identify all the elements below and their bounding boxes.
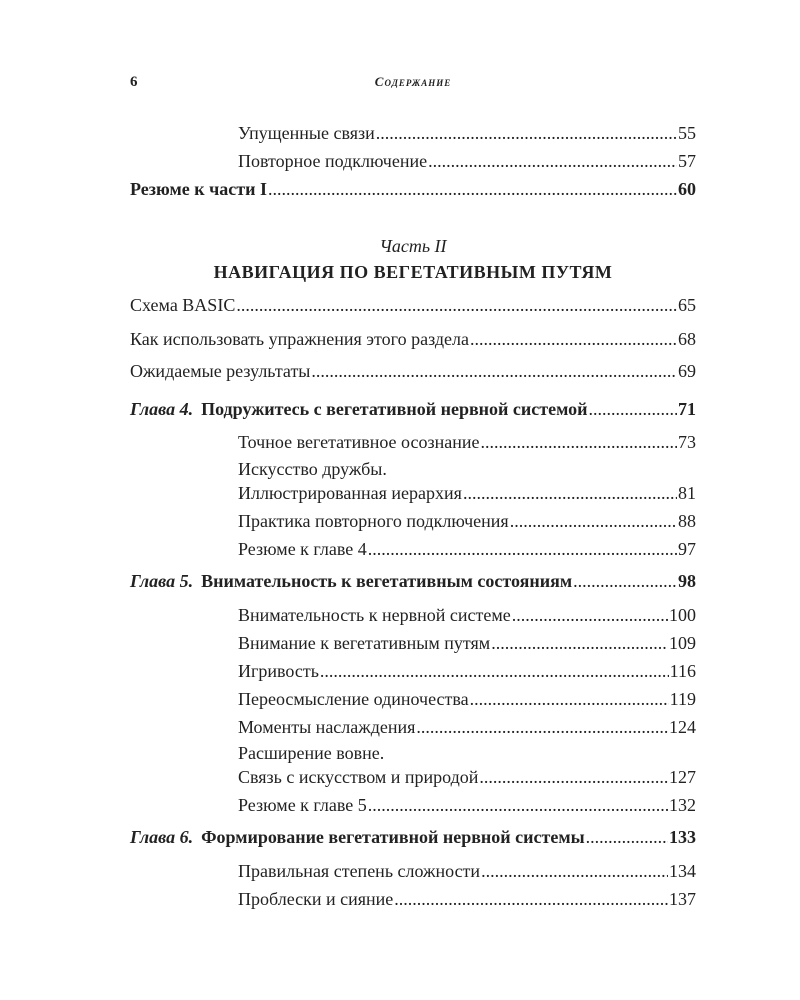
leader-dots [368, 794, 668, 816]
running-head: Содержание [374, 74, 452, 89]
page-header [130, 74, 696, 94]
toc-entry-title: Точное вегетативное осознание [238, 432, 480, 452]
leader-dots [236, 294, 677, 316]
toc-entry [130, 294, 696, 316]
toc-entry [238, 660, 696, 682]
toc-entry [238, 538, 696, 560]
toc-chapter [130, 826, 696, 848]
toc-entry-page: 88 [678, 511, 696, 531]
toc-entry [238, 860, 696, 882]
chapter-label: Глава 5. [130, 571, 194, 591]
toc-entry [238, 482, 696, 504]
leader-dots [428, 150, 677, 172]
toc-entry-title: Резюме к главе 4 [238, 539, 367, 559]
toc-entry-title: Иллюстрированная иерархия [238, 483, 462, 503]
toc-entry-page: 119 [669, 689, 696, 709]
toc-entry-page: 109 [669, 633, 696, 653]
toc-entry [130, 360, 696, 382]
toc-entry-page: 57 [678, 151, 696, 171]
leader-dots [586, 826, 668, 848]
toc-entry-page: 116 [669, 661, 696, 681]
part-label: Часть II [379, 236, 447, 256]
toc-entry [238, 510, 696, 532]
toc-chapter [130, 398, 696, 420]
leader-dots [512, 604, 668, 626]
leader-dots [470, 688, 669, 710]
toc-entry-title: Проблески и сияние [238, 889, 394, 909]
leader-dots [376, 122, 677, 144]
toc-entry-title: Переосмысление одиночества [238, 689, 469, 709]
toc-entry [238, 766, 696, 788]
part-title: НАВИГАЦИЯ ПО ВЕГЕТАТИВНЫМ ПУТЯМ [213, 262, 613, 282]
leader-dots [311, 360, 677, 382]
page-number: 6 [130, 74, 138, 90]
leader-dots [480, 431, 677, 453]
toc-entry [238, 150, 696, 172]
toc-entry [238, 688, 696, 710]
toc-entry-title: Ожидаемые результаты [130, 361, 311, 381]
leader-dots [268, 178, 677, 200]
toc-entry-title: Схема BASIC [130, 295, 236, 315]
chapter-label: Глава 6. [130, 827, 194, 847]
toc-entry-page: 81 [678, 483, 696, 503]
toc-entry [238, 122, 696, 144]
toc-entry-title: Упущенные связи [238, 123, 375, 143]
toc-entry-title: Резюме к главе 5 [238, 795, 367, 815]
toc-entry-title: Как использовать упражнения этого раздела [130, 329, 469, 349]
leader-dots [463, 482, 677, 504]
chapter-page: 133 [669, 827, 696, 847]
toc-entry-title: Моменты наслаждения [238, 717, 416, 737]
toc-entry-page: 68 [678, 329, 696, 349]
toc-entry-title: Внимательность к нервной системе [238, 605, 511, 625]
toc-entry [130, 328, 696, 350]
toc-entry-page: 127 [669, 767, 696, 787]
leader-dots [481, 860, 668, 882]
toc-entry [238, 632, 696, 654]
toc-entry [238, 794, 696, 816]
toc-entry [238, 888, 696, 910]
toc-entry-page: 124 [669, 717, 696, 737]
toc-chapter [130, 570, 696, 592]
toc-entry-title: Повторное подключение [238, 151, 428, 171]
chapter-label: Глава 4. [130, 399, 194, 419]
chapter-title: Формирование вегетативной нервной системы [201, 827, 585, 847]
chapter-page: 71 [678, 399, 696, 419]
toc-entry-page: 100 [669, 605, 696, 625]
toc-entry-part-summary [130, 178, 696, 200]
leader-dots [573, 570, 677, 592]
leader-dots [416, 716, 668, 738]
toc-entry-title: Правильная степень сложности [238, 861, 481, 881]
toc-entry-page: 73 [678, 432, 696, 452]
toc-entry-page: 134 [669, 861, 696, 881]
toc-entry-title-line1: Расширение вовне. [238, 743, 385, 763]
toc-entry-title: Игривость [238, 661, 319, 681]
toc-entry-page: 97 [678, 539, 696, 559]
leader-dots [320, 660, 669, 682]
leader-dots [479, 766, 668, 788]
chapter-title: Подружитесь с вегетативной нервной системой [201, 399, 588, 419]
leader-dots [470, 328, 677, 350]
toc-entry [238, 431, 696, 453]
toc-entry-page: 55 [678, 123, 696, 143]
toc-entry-page: 65 [678, 295, 696, 315]
toc-entry-page: 60 [678, 179, 696, 199]
leader-dots [368, 538, 677, 560]
leader-dots [394, 888, 668, 910]
chapter-title: Внимательность к вегетативным состояниям [201, 571, 573, 591]
toc-entry-title-line1: Искусство дружбы. [238, 459, 387, 479]
toc-entry-title: Внимание к вегетативным путям [238, 633, 491, 653]
toc-entry-page: 132 [669, 795, 696, 815]
chapter-page: 98 [678, 571, 696, 591]
toc-entry-title: Связь с искусством и природой [238, 767, 479, 787]
leader-dots [510, 510, 677, 532]
toc-entry [238, 604, 696, 626]
toc-entry-title: Практика повторного подключения [238, 511, 509, 531]
leader-dots [589, 398, 678, 420]
leader-dots [491, 632, 668, 654]
toc-entry-page: 137 [669, 889, 696, 909]
toc-entry-title: Резюме к части I [130, 179, 267, 199]
toc-entry [238, 716, 696, 738]
toc-entry-page: 69 [678, 361, 696, 381]
